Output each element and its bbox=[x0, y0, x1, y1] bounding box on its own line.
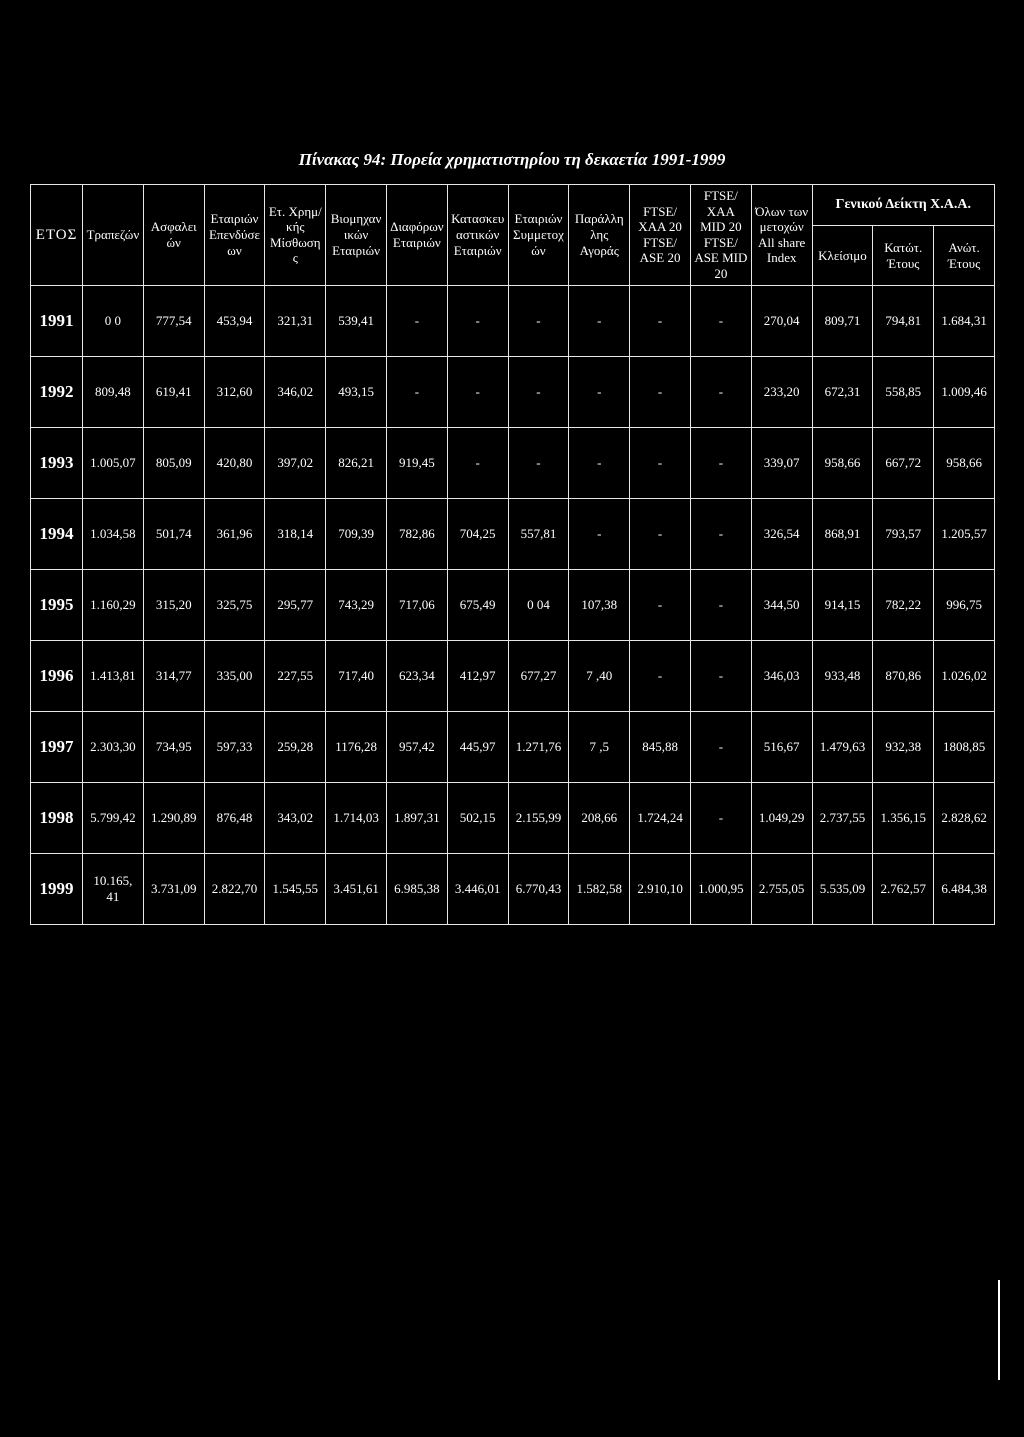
table-cell: - bbox=[569, 498, 630, 569]
table-row bbox=[31, 285, 995, 356]
year-cell: 1995 bbox=[31, 569, 83, 640]
table-cell: 623,34 bbox=[386, 640, 447, 711]
table-cell: 717,06 bbox=[386, 569, 447, 640]
table-cell: 6.484,38 bbox=[934, 853, 995, 924]
table-cell: 1.005,07 bbox=[83, 427, 144, 498]
table-cell: 343,02 bbox=[265, 782, 326, 853]
table-cell: 557,81 bbox=[508, 498, 569, 569]
table-cell: 493,15 bbox=[326, 356, 387, 427]
table-row bbox=[31, 711, 995, 782]
table-cell: 1.684,31 bbox=[934, 285, 995, 356]
table-cell: 868,91 bbox=[812, 498, 873, 569]
table-row bbox=[31, 356, 995, 427]
table-cell: 914,15 bbox=[812, 569, 873, 640]
table-cell: 1.356,15 bbox=[873, 782, 934, 853]
table-cell: 734,95 bbox=[143, 711, 204, 782]
table-cell: 933,48 bbox=[812, 640, 873, 711]
table-cell: 5.535,09 bbox=[812, 853, 873, 924]
table-cell: 1.049,29 bbox=[751, 782, 812, 853]
table-cell: - bbox=[386, 285, 447, 356]
table-cell: 325,75 bbox=[204, 569, 265, 640]
table-cell: - bbox=[630, 498, 691, 569]
table-row bbox=[31, 427, 995, 498]
table-cell: - bbox=[569, 285, 630, 356]
table-cell: - bbox=[508, 285, 569, 356]
table-cell: 2.762,57 bbox=[873, 853, 934, 924]
table-cell: 3.446,01 bbox=[447, 853, 508, 924]
margin-line bbox=[998, 1280, 1000, 1380]
table-cell: 2.737,55 bbox=[812, 782, 873, 853]
column-header: Διαφόρων Εταιριών bbox=[386, 185, 447, 286]
table-cell: 1.897,31 bbox=[386, 782, 447, 853]
table-cell: 777,54 bbox=[143, 285, 204, 356]
year-cell: 1991 bbox=[31, 285, 83, 356]
table-cell: - bbox=[386, 356, 447, 427]
table-cell: 667,72 bbox=[873, 427, 934, 498]
table-cell: 845,88 bbox=[630, 711, 691, 782]
column-header: Βιομηχανικών Εταιριών bbox=[326, 185, 387, 286]
table-cell: 870,86 bbox=[873, 640, 934, 711]
table-cell: - bbox=[630, 569, 691, 640]
table-cell: 2.755,05 bbox=[751, 853, 812, 924]
table-cell: 743,29 bbox=[326, 569, 387, 640]
table-row bbox=[31, 782, 995, 853]
column-header: FTSE/ ΧΑΑ 20 FTSE/ ASE 20 bbox=[630, 185, 691, 286]
table-cell: 1.724,24 bbox=[630, 782, 691, 853]
table-cell: - bbox=[630, 640, 691, 711]
table-cell: 2.303,30 bbox=[83, 711, 144, 782]
year-cell: 1993 bbox=[31, 427, 83, 498]
table-cell: 335,00 bbox=[204, 640, 265, 711]
table-cell: 6.770,43 bbox=[508, 853, 569, 924]
table-cell: 208,66 bbox=[569, 782, 630, 853]
table-cell: 314,77 bbox=[143, 640, 204, 711]
table-cell: 0 04 bbox=[508, 569, 569, 640]
table-cell: 996,75 bbox=[934, 569, 995, 640]
table-cell: 0 0 bbox=[83, 285, 144, 356]
column-header: Τραπεζών bbox=[83, 185, 144, 286]
table-cell: 1176,28 bbox=[326, 711, 387, 782]
index-table-container bbox=[30, 150, 994, 925]
table-cell: 709,39 bbox=[326, 498, 387, 569]
table-cell: 453,94 bbox=[204, 285, 265, 356]
table-cell: 782,86 bbox=[386, 498, 447, 569]
header-row bbox=[31, 185, 995, 226]
table-cell: 957,42 bbox=[386, 711, 447, 782]
column-header: Ανώτ. Έτους bbox=[934, 226, 995, 285]
table-body bbox=[31, 285, 995, 924]
table-cell: - bbox=[690, 285, 751, 356]
table-cell: 2.910,10 bbox=[630, 853, 691, 924]
general-index-group-header: Γενικού Δείκτη Χ.Α.Α. bbox=[812, 185, 994, 226]
table-cell: 7 ,40 bbox=[569, 640, 630, 711]
table-cell: 919,45 bbox=[386, 427, 447, 498]
year-cell: 1996 bbox=[31, 640, 83, 711]
table-cell: 107,38 bbox=[569, 569, 630, 640]
table-cell: 1.545,55 bbox=[265, 853, 326, 924]
table-cell: 558,85 bbox=[873, 356, 934, 427]
table-cell: 793,57 bbox=[873, 498, 934, 569]
table-cell: 932,38 bbox=[873, 711, 934, 782]
column-header: Ετ. Χρημ/κής Μίσθωσης bbox=[265, 185, 326, 286]
table-cell: 677,27 bbox=[508, 640, 569, 711]
table-cell: 295,77 bbox=[265, 569, 326, 640]
table-cell: 516,67 bbox=[751, 711, 812, 782]
table-cell: - bbox=[569, 427, 630, 498]
table-cell: 445,97 bbox=[447, 711, 508, 782]
table-cell: 794,81 bbox=[873, 285, 934, 356]
table-cell: - bbox=[690, 640, 751, 711]
table-cell: 312,60 bbox=[204, 356, 265, 427]
table-row bbox=[31, 569, 995, 640]
column-header: Κατασκευαστικών Εταιριών bbox=[447, 185, 508, 286]
table-cell: - bbox=[447, 285, 508, 356]
year-cell: 1997 bbox=[31, 711, 83, 782]
table-cell: 672,31 bbox=[812, 356, 873, 427]
table-cell: 826,21 bbox=[326, 427, 387, 498]
column-header: Ασφαλειών bbox=[143, 185, 204, 286]
table-cell: - bbox=[630, 285, 691, 356]
table-row bbox=[31, 640, 995, 711]
table-cell: 809,48 bbox=[83, 356, 144, 427]
year-cell: 1998 bbox=[31, 782, 83, 853]
table-cell: 259,28 bbox=[265, 711, 326, 782]
table-cell: 2.822,70 bbox=[204, 853, 265, 924]
table-cell: 10.165, 41 bbox=[83, 853, 144, 924]
table-cell: 1.009,46 bbox=[934, 356, 995, 427]
table-cell: 1.205,57 bbox=[934, 498, 995, 569]
column-header: Παράλληλης Αγοράς bbox=[569, 185, 630, 286]
year-cell: 1992 bbox=[31, 356, 83, 427]
table-cell: - bbox=[690, 711, 751, 782]
year-cell: 1994 bbox=[31, 498, 83, 569]
table-cell: 7 ,5 bbox=[569, 711, 630, 782]
year-cell: 1999 bbox=[31, 853, 83, 924]
table-cell: 958,66 bbox=[934, 427, 995, 498]
table-cell: 227,55 bbox=[265, 640, 326, 711]
table-cell: 1.026,02 bbox=[934, 640, 995, 711]
market-indices-table bbox=[30, 184, 995, 925]
table-cell: 1.582,58 bbox=[569, 853, 630, 924]
table-cell: 326,54 bbox=[751, 498, 812, 569]
table-cell: 782,22 bbox=[873, 569, 934, 640]
table-cell: 675,49 bbox=[447, 569, 508, 640]
table-cell: 5.799,42 bbox=[83, 782, 144, 853]
column-header: Όλων των μετοχών All share Index bbox=[751, 185, 812, 286]
table-cell: 717,40 bbox=[326, 640, 387, 711]
table-cell: 3.451,61 bbox=[326, 853, 387, 924]
table-cell: 397,02 bbox=[265, 427, 326, 498]
table-cell: 318,14 bbox=[265, 498, 326, 569]
table-cell: 1.000,95 bbox=[690, 853, 751, 924]
table-cell: 361,96 bbox=[204, 498, 265, 569]
table-cell: 339,07 bbox=[751, 427, 812, 498]
column-header: Εταιριών Συμμετοχών bbox=[508, 185, 569, 286]
table-row bbox=[31, 498, 995, 569]
table-cell: 958,66 bbox=[812, 427, 873, 498]
table-cell: 1808,85 bbox=[934, 711, 995, 782]
table-cell: 1.160,29 bbox=[83, 569, 144, 640]
table-cell: 1.413,81 bbox=[83, 640, 144, 711]
table-cell: 3.731,09 bbox=[143, 853, 204, 924]
table-cell: - bbox=[690, 427, 751, 498]
table-cell: 876,48 bbox=[204, 782, 265, 853]
table-cell: 502,15 bbox=[447, 782, 508, 853]
column-header: FTSE/ ΧΑΑ MID 20 FTSE/ ASE MID 20 bbox=[690, 185, 751, 286]
table-cell: 346,02 bbox=[265, 356, 326, 427]
column-header: Κλείσιμο bbox=[812, 226, 873, 285]
table-cell: - bbox=[630, 356, 691, 427]
table-row bbox=[31, 853, 995, 924]
table-cell: 1.290,89 bbox=[143, 782, 204, 853]
table-cell: 805,09 bbox=[143, 427, 204, 498]
table-cell: - bbox=[508, 356, 569, 427]
table-cell: 1.479,63 bbox=[812, 711, 873, 782]
table-cell: - bbox=[690, 569, 751, 640]
table-cell: - bbox=[690, 356, 751, 427]
table-cell: 704,25 bbox=[447, 498, 508, 569]
table-cell: - bbox=[630, 427, 691, 498]
table-cell: 321,31 bbox=[265, 285, 326, 356]
table-cell: - bbox=[690, 782, 751, 853]
table-cell: - bbox=[508, 427, 569, 498]
table-cell: 1.034,58 bbox=[83, 498, 144, 569]
column-header: Εταιριών Επενδύσεων bbox=[204, 185, 265, 286]
table-cell: 1.271,76 bbox=[508, 711, 569, 782]
table-cell: 539,41 bbox=[326, 285, 387, 356]
table-cell: - bbox=[690, 498, 751, 569]
table-cell: 315,20 bbox=[143, 569, 204, 640]
table-cell: - bbox=[447, 356, 508, 427]
table-caption: Πίνακας 94: Πορεία χρηματιστηρίου τη δεκαετία 1991-1999 bbox=[298, 150, 726, 169]
column-header: Κατώτ. Έτους bbox=[873, 226, 934, 285]
table-cell: - bbox=[569, 356, 630, 427]
table-cell: 6.985,38 bbox=[386, 853, 447, 924]
table-cell: 233,20 bbox=[751, 356, 812, 427]
table-cell: 412,97 bbox=[447, 640, 508, 711]
table-cell: 420,80 bbox=[204, 427, 265, 498]
table-cell: 501,74 bbox=[143, 498, 204, 569]
table-cell: 344,50 bbox=[751, 569, 812, 640]
table-cell: 619,41 bbox=[143, 356, 204, 427]
table-cell: 270,04 bbox=[751, 285, 812, 356]
table-cell: 2.155,99 bbox=[508, 782, 569, 853]
table-cell: 597,33 bbox=[204, 711, 265, 782]
table-cell: 2.828,62 bbox=[934, 782, 995, 853]
table-cell: - bbox=[447, 427, 508, 498]
year-header: ΕΤΟΣ bbox=[31, 185, 83, 286]
table-cell: 346,03 bbox=[751, 640, 812, 711]
table-cell: 1.714,03 bbox=[326, 782, 387, 853]
table-cell: 809,71 bbox=[812, 285, 873, 356]
